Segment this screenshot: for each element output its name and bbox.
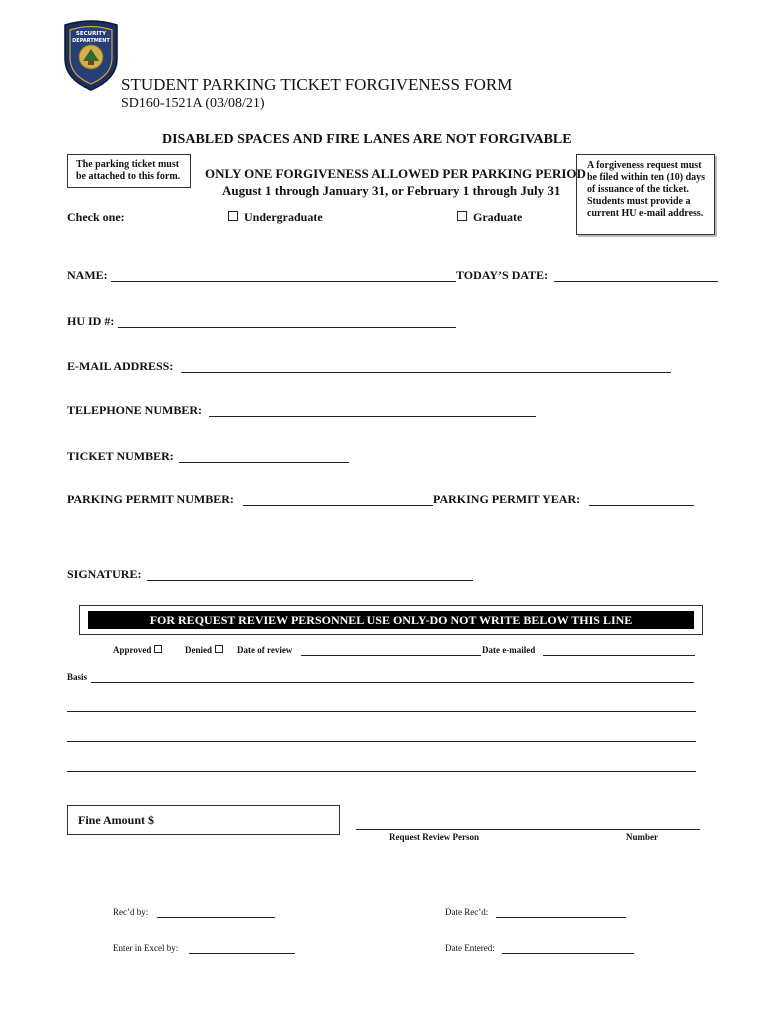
attach-ticket-note: The parking ticket must be attached to this form. [67,154,191,188]
form-title: STUDENT PARKING TICKET FORGIVENESS FORM [121,75,513,94]
permit-number-field[interactable] [243,505,433,506]
name-field[interactable] [111,281,456,282]
hu-id-label: HU ID #: [67,314,115,328]
approved-label: Approved [113,645,152,655]
graduate-option[interactable] [457,210,522,225]
ticket-number-label: TICKET NUMBER: [67,449,174,463]
date-entered-field[interactable] [502,953,634,954]
todays-date-label: TODAY’S DATE: [456,268,549,282]
date-emailed-label: Date e-mailed [482,645,536,655]
undergraduate-label: Undergraduate [244,210,323,224]
basis-field-line-3[interactable] [67,741,696,742]
date-of-review-label: Date of review [237,645,293,655]
denied-checkbox[interactable] [215,645,223,653]
recd-by-label: Rec’d by: [113,907,149,917]
basis-label: Basis [67,672,88,682]
telephone-field[interactable] [209,416,536,417]
form-number: SD160-1521A (03/08/21) [121,96,265,111]
permit-year-label: PARKING PERMIT YEAR: [433,492,581,506]
filing-deadline-note: A forgiveness request must be filed within ten (10) days of issuance of the ticket. Students must provide a current HU e-mail address. [576,154,715,235]
fine-amount-label: Fine Amount $ [78,813,155,827]
period-dates-text: August 1 through January 31, or February 1 through July 31 [222,183,561,198]
todays-date-field[interactable] [554,281,718,282]
signature-label: SIGNATURE: [67,567,142,581]
notice-heading: DISABLED SPACES AND FIRE LANES ARE NOT FORGIVABLE [162,132,572,147]
svg-text:DEPARTMENT: DEPARTMENT [72,38,110,44]
approved-checkbox[interactable] [154,645,162,653]
basis-field-line-2[interactable] [67,711,696,712]
basis-field-line-4[interactable] [67,771,696,772]
fine-amount-box[interactable] [67,805,340,835]
name-label: NAME: [67,268,108,282]
denied-option[interactable] [185,645,223,655]
graduate-checkbox[interactable] [457,211,467,221]
undergraduate-option[interactable] [228,210,323,225]
request-review-person-label: Request Review Person [389,832,479,842]
permit-number-label: PARKING PERMIT NUMBER: [67,492,234,506]
email-field[interactable] [181,372,671,373]
review-banner: FOR REQUEST REVIEW PERSONNEL USE ONLY-DO NOT WRITE BELOW THIS LINE [88,611,694,629]
security-department-logo [61,19,121,91]
request-review-person-line[interactable] [356,829,700,830]
date-recd-field[interactable] [496,917,626,918]
recd-by-field[interactable] [157,917,275,918]
hu-id-field[interactable] [118,327,456,328]
undergraduate-checkbox[interactable] [228,211,238,221]
period-limit-text: ONLY ONE FORGIVENESS ALLOWED PER PARKING PERIOD [205,166,586,181]
permit-year-field[interactable] [589,505,694,506]
ticket-number-field[interactable] [179,462,349,463]
signature-field[interactable] [147,580,473,581]
entered-by-field[interactable] [189,953,295,954]
denied-label: Denied [185,645,212,655]
basis-field-line-1[interactable] [91,682,694,683]
entered-by-label: Enter in Excel by: [113,943,179,953]
date-emailed-field[interactable] [543,655,695,656]
number-label: Number [626,832,658,842]
email-label: E-MAIL ADDRESS: [67,359,174,373]
graduate-label: Graduate [473,210,523,224]
svg-text:SECURITY: SECURITY [75,31,107,37]
telephone-label: TELEPHONE NUMBER: [67,403,203,417]
date-entered-label: Date Entered: [445,943,495,953]
check-one-label: Check one: [67,210,125,224]
approved-option[interactable] [113,645,162,655]
date-recd-label: Date Rec’d: [445,907,489,917]
date-of-review-field[interactable] [301,655,481,656]
